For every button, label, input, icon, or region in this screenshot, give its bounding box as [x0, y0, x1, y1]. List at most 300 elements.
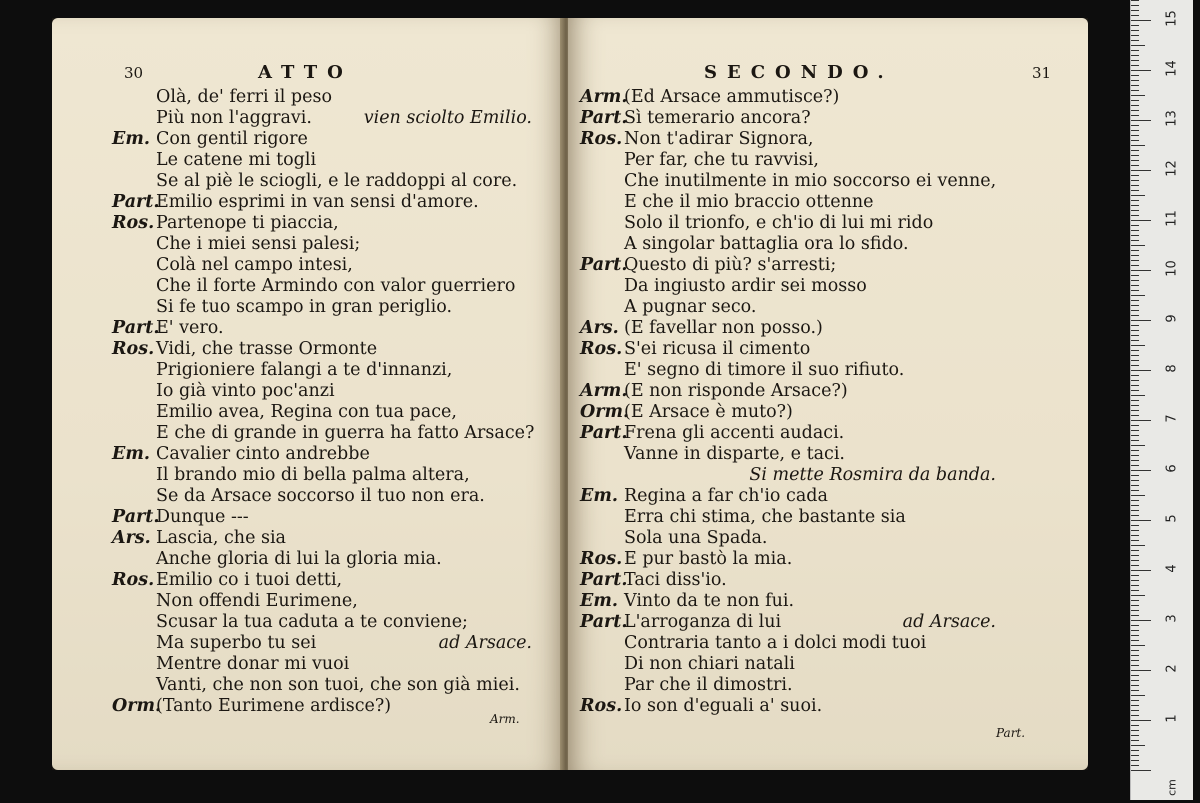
- ruler-tick: [1131, 365, 1139, 366]
- ruler-tick: [1131, 480, 1139, 481]
- right-page: [568, 18, 1088, 770]
- ruler-tick: [1131, 225, 1139, 226]
- ruler-tick: [1131, 675, 1139, 676]
- ruler-tick: [1131, 210, 1139, 211]
- text-line: [112, 380, 335, 402]
- verse-text: Con gentil rigore: [156, 129, 308, 149]
- verse-text: Regina a far ch'io cada: [624, 486, 828, 506]
- ruler-tick: [1131, 160, 1139, 161]
- ruler-tick: [1131, 360, 1139, 361]
- ruler-tick: [1131, 650, 1139, 651]
- ruler-tick: [1131, 290, 1139, 291]
- ruler-tick: [1131, 525, 1139, 526]
- verse-text: Se al piè le sciogli, e le raddoppi al core.: [156, 171, 518, 191]
- ruler-tick: [1131, 535, 1139, 536]
- speaker-label: Ros.: [580, 549, 623, 569]
- ruler-tick: [1131, 700, 1139, 701]
- ruler-tick: [1131, 385, 1139, 386]
- speaker-label: Ros.: [112, 339, 155, 359]
- text-line: [580, 611, 781, 633]
- verse-text: S'ei ricusa il cimento: [624, 339, 811, 359]
- verse-text: Di non chiari natali: [624, 654, 795, 674]
- ruler-tick: [1131, 10, 1139, 11]
- verse-text: Vanti, che non son tuoi, che son già miei.: [156, 675, 520, 695]
- ruler-tick: [1131, 540, 1139, 541]
- verse-text: Emilio co i tuoi detti,: [156, 570, 343, 590]
- ruler-tick: [1131, 170, 1151, 171]
- ruler-tick: [1131, 635, 1139, 636]
- text-line: [580, 653, 795, 675]
- ruler-tick: [1131, 550, 1139, 551]
- ruler-tick: [1131, 430, 1139, 431]
- text-line: [580, 464, 624, 486]
- text-line: [112, 170, 517, 192]
- ruler-tick: [1131, 345, 1145, 346]
- ruler-tick: [1131, 770, 1151, 771]
- verse-text: Vanne in disparte, e taci.: [624, 444, 845, 464]
- ruler-tick: [1131, 585, 1139, 586]
- text-line: [112, 569, 342, 591]
- verse-text: E pur bastò la mia.: [624, 549, 793, 569]
- verse-text: Partenope ti piaccia,: [156, 213, 339, 233]
- ruler-tick: [1131, 250, 1139, 251]
- verse-text: Erra chi stima, che bastante sia: [624, 507, 906, 527]
- ruler-tick: [1131, 495, 1145, 496]
- speaker-label: Part.: [580, 423, 628, 443]
- open-book: [52, 18, 1088, 770]
- ruler-tick: [1131, 255, 1139, 256]
- text-line: [580, 338, 810, 360]
- ruler-tick: [1131, 500, 1139, 501]
- ruler-tick: [1131, 320, 1151, 321]
- ruler-tick: [1131, 555, 1139, 556]
- left-catchword: Arm.: [490, 712, 520, 726]
- text-line: [112, 464, 470, 486]
- verse-text: Dunque ---: [156, 507, 249, 527]
- ruler-tick: [1131, 235, 1139, 236]
- ruler-tick: [1131, 735, 1139, 736]
- ruler-tick: [1131, 205, 1139, 206]
- ruler-tick: [1131, 620, 1151, 621]
- ruler-tick: [1131, 155, 1139, 156]
- text-line: [112, 401, 457, 423]
- verse-text: Cavalier cinto andrebbe: [156, 444, 370, 464]
- ruler-number: 9: [1164, 314, 1180, 323]
- text-line: [580, 254, 836, 276]
- verse-text: L'arroganza di lui: [624, 612, 782, 632]
- verse-text: Scusar la tua caduta a te conviene;: [156, 612, 468, 632]
- stage-direction: vien sciolto Emilio.: [363, 108, 532, 128]
- verse-text: Taci diss'io.: [624, 570, 727, 590]
- verse-text: Vinto da te non fui.: [624, 591, 795, 611]
- verse-text: Lascia, che sia: [156, 528, 286, 548]
- verse-text: Se da Arsace soccorso il tuo non era.: [156, 486, 485, 506]
- text-line: [112, 359, 452, 381]
- ruler-tick: [1131, 400, 1139, 401]
- text-line: [580, 569, 727, 591]
- ruler-number: 3: [1164, 614, 1180, 623]
- speaker-label: Part.: [112, 507, 160, 527]
- ruler-tick: [1131, 715, 1139, 716]
- ruler-tick: [1131, 405, 1139, 406]
- speaker-label: Part.: [580, 570, 628, 590]
- ruler-number: 11: [1164, 210, 1180, 227]
- verse-text: Io già vinto poc'anzi: [156, 381, 335, 401]
- ruler-number: 2: [1164, 664, 1180, 673]
- text-line: [580, 674, 793, 696]
- ruler-tick: [1131, 330, 1139, 331]
- ruler-tick: [1131, 220, 1151, 221]
- text-line: [112, 296, 452, 318]
- speaker-label: Ros.: [580, 339, 623, 359]
- text-line: [580, 128, 813, 150]
- verse-text: Non offendi Eurimene,: [156, 591, 358, 611]
- ruler-number: 4: [1164, 564, 1180, 573]
- text-line: [112, 275, 515, 297]
- ruler-tick: [1131, 240, 1139, 241]
- verse-text: (E Arsace è muto?): [624, 402, 793, 422]
- text-line: [112, 128, 308, 150]
- speaker-label: Ros.: [580, 129, 623, 149]
- verse-text: Questo di più? s'arresti;: [624, 255, 837, 275]
- ruler-tick: [1131, 615, 1139, 616]
- text-line: [580, 170, 996, 192]
- ruler-tick: [1131, 730, 1139, 731]
- verse-text: E' vero.: [156, 318, 224, 338]
- ruler-tick: [1131, 50, 1139, 51]
- ruler-tick: [1131, 670, 1151, 671]
- ruler-tick: [1131, 660, 1139, 661]
- speaker-label: Arm.: [580, 381, 628, 401]
- text-line: [580, 527, 767, 549]
- ruler-tick: [1131, 655, 1139, 656]
- ruler-tick: [1131, 130, 1139, 131]
- ruler-tick: [1131, 720, 1151, 721]
- text-line: [112, 338, 377, 360]
- ruler-tick: [1131, 760, 1139, 761]
- text-line: [580, 401, 793, 423]
- verse-text: Sì temerario ancora?: [624, 108, 811, 128]
- text-line: [112, 86, 332, 108]
- text-line: [580, 485, 828, 507]
- verse-text: Anche gloria di lui la gloria mia.: [156, 549, 442, 569]
- ruler-tick: [1131, 665, 1139, 666]
- ruler-tick: [1131, 695, 1145, 696]
- text-line: [112, 590, 358, 612]
- ruler-tick: [1131, 415, 1139, 416]
- ruler-tick: [1131, 680, 1139, 681]
- ruler-tick: [1131, 485, 1139, 486]
- text-line: [112, 506, 249, 528]
- left-running-head: ATTO: [258, 62, 353, 83]
- ruler-tick: [1131, 510, 1139, 511]
- ruler-number: 13: [1164, 110, 1180, 127]
- speaker-label: Em.: [580, 591, 618, 611]
- ruler-tick: [1131, 755, 1139, 756]
- ruler-tick: [1131, 275, 1139, 276]
- ruler-number: 14: [1164, 60, 1180, 77]
- ruler-tick: [1131, 90, 1139, 91]
- ruler-tick: [1131, 470, 1151, 471]
- text-line: [112, 191, 479, 213]
- ruler-tick: [1131, 705, 1139, 706]
- ruler-tick: [1131, 245, 1145, 246]
- measuring-ruler: [1130, 0, 1193, 800]
- text-line: [580, 212, 933, 234]
- text-line: [112, 317, 224, 339]
- ruler-tick: [1131, 380, 1139, 381]
- left-page-number: 30: [124, 64, 144, 82]
- ruler-tick: [1131, 300, 1139, 301]
- verse-text: Prigioniere falangi a te d'innanzi,: [156, 360, 453, 380]
- stage-direction: ad Arsace.: [902, 612, 996, 632]
- verse-text: A pugnar seco.: [624, 297, 757, 317]
- speaker-label: Part.: [580, 255, 628, 275]
- ruler-tick: [1131, 505, 1139, 506]
- ruler-tick: [1131, 440, 1139, 441]
- ruler-tick: [1131, 105, 1139, 106]
- ruler-tick: [1131, 590, 1139, 591]
- stage-direction: Si mette Rosmira da banda.: [749, 465, 996, 485]
- ruler-unit-label: cm: [1165, 779, 1179, 796]
- verse-text: Più non l'aggravi.: [156, 108, 312, 128]
- text-line: [112, 527, 286, 549]
- ruler-tick: [1131, 120, 1151, 121]
- ruler-tick: [1131, 145, 1145, 146]
- ruler-tick: [1131, 595, 1145, 596]
- verse-text: (Ed Arsace ammutisce?): [624, 87, 840, 107]
- ruler-tick: [1131, 445, 1145, 446]
- ruler-tick: [1131, 35, 1139, 36]
- ruler-tick: [1131, 710, 1139, 711]
- ruler-tick: [1131, 530, 1139, 531]
- ruler-tick: [1131, 515, 1139, 516]
- verse-text: Ma superbo tu sei: [156, 633, 317, 653]
- text-line: [580, 107, 811, 129]
- ruler-tick: [1131, 125, 1139, 126]
- left-page: [52, 18, 564, 770]
- ruler-tick: [1131, 605, 1139, 606]
- text-line: [580, 443, 845, 465]
- ruler-tick: [1131, 95, 1145, 96]
- verse-text: Solo il trionfo, e ch'io di lui mi rido: [624, 213, 934, 233]
- speaker-label: Part.: [112, 318, 160, 338]
- verse-text: Da ingiusto ardir sei mosso: [624, 276, 867, 296]
- verse-text: Per far, che tu ravvisi,: [624, 150, 819, 170]
- ruler-tick: [1131, 520, 1151, 521]
- verse-text: Vidi, che trasse Ormonte: [156, 339, 378, 359]
- text-line: [112, 254, 353, 276]
- ruler-tick: [1131, 295, 1145, 296]
- ruler-tick: [1131, 315, 1139, 316]
- text-line: [580, 86, 839, 108]
- verse-text: Olà, de' ferri il peso: [156, 87, 332, 107]
- speaker-label: Ars.: [112, 528, 151, 548]
- ruler-tick: [1131, 625, 1139, 626]
- speaker-label: Ars.: [580, 318, 619, 338]
- speaker-label: Orm.: [580, 402, 630, 422]
- ruler-number: 7: [1164, 414, 1180, 423]
- ruler-number: 10: [1164, 260, 1180, 277]
- ruler-tick: [1131, 260, 1139, 261]
- ruler-tick: [1131, 215, 1139, 216]
- verse-text: A singolar battaglia ora lo sfido.: [624, 234, 909, 254]
- ruler-number: 12: [1164, 160, 1180, 177]
- speaker-label: Em.: [112, 444, 150, 464]
- verse-text: Mentre donar mi vuoi: [156, 654, 350, 674]
- ruler-tick: [1131, 725, 1139, 726]
- ruler-tick: [1131, 765, 1139, 766]
- ruler-tick: [1131, 30, 1139, 31]
- ruler-number: 5: [1164, 514, 1180, 523]
- text-line: [580, 359, 904, 381]
- ruler-tick: [1131, 370, 1151, 371]
- text-line: [112, 674, 520, 696]
- ruler-tick: [1131, 685, 1139, 686]
- ruler-tick: [1131, 640, 1139, 641]
- ruler-tick: [1131, 630, 1139, 631]
- ruler-tick: [1131, 180, 1139, 181]
- verse-text: Emilio avea, Regina con tua pace,: [156, 402, 457, 422]
- ruler-tick: [1131, 285, 1139, 286]
- speaker-label: Part.: [580, 108, 628, 128]
- verse-text: Par che il dimostri.: [624, 675, 793, 695]
- ruler-tick: [1131, 45, 1145, 46]
- ruler-tick: [1131, 335, 1139, 336]
- text-line: [580, 422, 844, 444]
- verse-text: (E non risponde Arsace?): [624, 381, 848, 401]
- verse-text: Contraria tanto a i dolci modi tuoi: [624, 633, 927, 653]
- ruler-tick: [1131, 750, 1139, 751]
- ruler-tick: [1131, 25, 1139, 26]
- verse-text: Si fe tuo scampo in gran periglio.: [156, 297, 453, 317]
- ruler-tick: [1131, 200, 1139, 201]
- ruler-tick: [1131, 740, 1139, 741]
- verse-text: Sola una Spada.: [624, 528, 768, 548]
- text-line: [112, 212, 339, 234]
- text-line: [112, 611, 468, 633]
- ruler-tick: [1131, 490, 1139, 491]
- ruler-tick: [1131, 40, 1139, 41]
- ruler-tick: [1131, 15, 1139, 16]
- ruler-tick: [1131, 85, 1139, 86]
- verse-text: Le catene mi togli: [156, 150, 317, 170]
- ruler-tick: [1131, 565, 1139, 566]
- ruler-tick: [1131, 425, 1139, 426]
- text-line: [112, 632, 316, 654]
- verse-text: E che di grande in guerra ha fatto Arsace?: [156, 423, 535, 443]
- ruler-tick: [1131, 355, 1139, 356]
- verse-text: Io son d'eguali a' suoi.: [624, 696, 823, 716]
- verse-text: (E favellar non posso.): [624, 318, 823, 338]
- ruler-tick: [1131, 110, 1139, 111]
- text-line: [580, 233, 909, 255]
- ruler-tick: [1131, 450, 1139, 451]
- stage-direction: ad Arsace.: [438, 633, 532, 653]
- ruler-tick: [1131, 570, 1151, 571]
- ruler-tick: [1131, 310, 1139, 311]
- ruler-tick: [1131, 690, 1139, 691]
- ruler-tick: [1131, 230, 1139, 231]
- ruler-tick: [1131, 265, 1139, 266]
- ruler-tick: [1131, 645, 1145, 646]
- ruler-tick: [1131, 580, 1139, 581]
- text-line: [112, 443, 370, 465]
- ruler-tick: [1131, 270, 1151, 271]
- ruler-tick: [1131, 185, 1139, 186]
- ruler-number: 8: [1164, 364, 1180, 373]
- ruler-tick: [1131, 100, 1139, 101]
- text-line: [580, 275, 867, 297]
- verse-text: Frena gli accenti audaci.: [624, 423, 845, 443]
- ruler-tick: [1131, 305, 1139, 306]
- speaker-label: Em.: [580, 486, 618, 506]
- right-catchword: Part.: [996, 726, 1026, 740]
- text-line: [112, 653, 349, 675]
- ruler-tick: [1131, 460, 1139, 461]
- speaker-label: Part.: [580, 612, 628, 632]
- speaker-label: Ros.: [112, 570, 155, 590]
- text-line: [112, 695, 391, 717]
- ruler-tick: [1131, 55, 1139, 56]
- verse-text: E' segno di timore il suo rifiuto.: [624, 360, 905, 380]
- ruler-tick: [1131, 5, 1139, 6]
- ruler-tick: [1131, 75, 1139, 76]
- text-line: [580, 590, 794, 612]
- text-line: [112, 548, 442, 570]
- verse-text: Emilio esprimi in van sensi d'amore.: [156, 192, 479, 212]
- ruler-tick: [1131, 390, 1139, 391]
- ruler-tick: [1131, 325, 1139, 326]
- text-line: [580, 191, 874, 213]
- ruler-tick: [1131, 20, 1151, 21]
- ruler-tick: [1131, 575, 1139, 576]
- ruler-number: 15: [1164, 10, 1180, 27]
- verse-text: Il brando mio di bella palma altera,: [156, 465, 470, 485]
- text-line: [580, 380, 848, 402]
- verse-text: Che il forte Armindo con valor guerriero: [156, 276, 516, 296]
- ruler-tick: [1131, 150, 1139, 151]
- ruler-tick: [1131, 135, 1139, 136]
- text-line: [112, 149, 316, 171]
- ruler-tick: [1131, 175, 1139, 176]
- ruler-number: 1: [1164, 714, 1180, 723]
- ruler-tick: [1131, 350, 1139, 351]
- text-line: [580, 548, 792, 570]
- verse-text: Non t'adirar Signora,: [624, 129, 814, 149]
- ruler-tick: [1131, 70, 1151, 71]
- verse-text: E che il mio braccio ottenne: [624, 192, 874, 212]
- ruler-tick: [1131, 435, 1139, 436]
- text-line: [580, 296, 756, 318]
- speaker-label: Ros.: [112, 213, 155, 233]
- ruler-tick: [1131, 280, 1139, 281]
- ruler-tick: [1131, 65, 1139, 66]
- ruler-tick: [1131, 420, 1151, 421]
- ruler-tick: [1131, 140, 1139, 141]
- text-line: [112, 485, 485, 507]
- speaker-label: Em.: [112, 129, 150, 149]
- text-line: [580, 149, 819, 171]
- text-line: [112, 422, 534, 444]
- ruler-tick: [1131, 745, 1145, 746]
- text-line: [112, 107, 312, 129]
- text-line: [580, 632, 926, 654]
- speaker-label: Ros.: [580, 696, 623, 716]
- ruler-tick: [1131, 455, 1139, 456]
- speaker-label: Part.: [112, 192, 160, 212]
- ruler-tick: [1131, 545, 1145, 546]
